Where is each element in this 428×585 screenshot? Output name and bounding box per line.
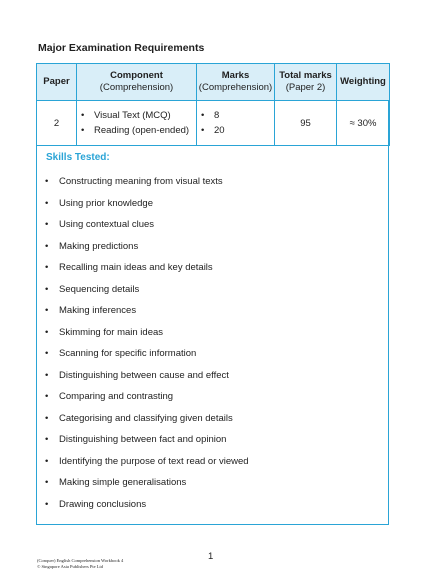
table-header-row <box>37 64 390 101</box>
skills-list <box>45 171 249 515</box>
list-item: • Identifying the purpose of text read or viewed <box>45 451 249 473</box>
footer <box>37 558 123 570</box>
marks-item: • 20 <box>201 123 274 138</box>
list-item: • Making inferences <box>45 300 249 322</box>
list-item: • Skimming for main ideas <box>45 322 249 344</box>
list-item: • Making simple generalisations <box>45 472 249 494</box>
total-marks-cell: 95 <box>275 101 337 146</box>
component-item: • Visual Text (MCQ) <box>81 108 196 123</box>
table-row <box>37 101 390 146</box>
list-item: • Making predictions <box>45 236 249 258</box>
list-item: • Drawing conclusions <box>45 494 249 516</box>
header-component: Component (Comprehension) <box>77 64 197 101</box>
list-item: • Distinguishing between fact and opinion <box>45 429 249 451</box>
page-title: Major Examination Requirements <box>38 42 205 54</box>
footer-line: © Singapore Asia Publishers Pte Ltd <box>37 564 104 569</box>
requirements-table <box>36 63 390 146</box>
component-item: • Reading (open-ended) <box>81 123 196 138</box>
marks-cell <box>197 101 275 146</box>
header-paper: Paper <box>37 64 77 101</box>
list-item: • Recalling main ideas and key details <box>45 257 249 279</box>
list-item: • Comparing and contrasting <box>45 386 249 408</box>
list-item: • Using prior knowledge <box>45 193 249 215</box>
header-marks: Marks (Comprehension) <box>197 64 275 101</box>
paper-cell: 2 <box>37 101 77 146</box>
skills-heading: Skills Tested: <box>46 152 110 163</box>
header-total-marks: Total marks (Paper 2) <box>275 64 337 101</box>
list-item: • Sequencing details <box>45 279 249 301</box>
list-item: • Categorising and classifying given details <box>45 408 249 430</box>
list-item: • Using contextual clues <box>45 214 249 236</box>
list-item: • Distinguishing between cause and effect <box>45 365 249 387</box>
footer-line: (Conquer) English Comprehension Workbook 4 <box>37 558 124 563</box>
header-weighting: Weighting <box>337 64 390 101</box>
weighting-cell: ≈ 30% <box>337 101 390 146</box>
component-cell <box>77 101 197 146</box>
page-number: 1 <box>208 551 214 562</box>
list-item: • Scanning for specific information <box>45 343 249 365</box>
list-item: • Constructing meaning from visual texts <box>45 171 249 193</box>
marks-item: • 8 <box>201 108 274 123</box>
